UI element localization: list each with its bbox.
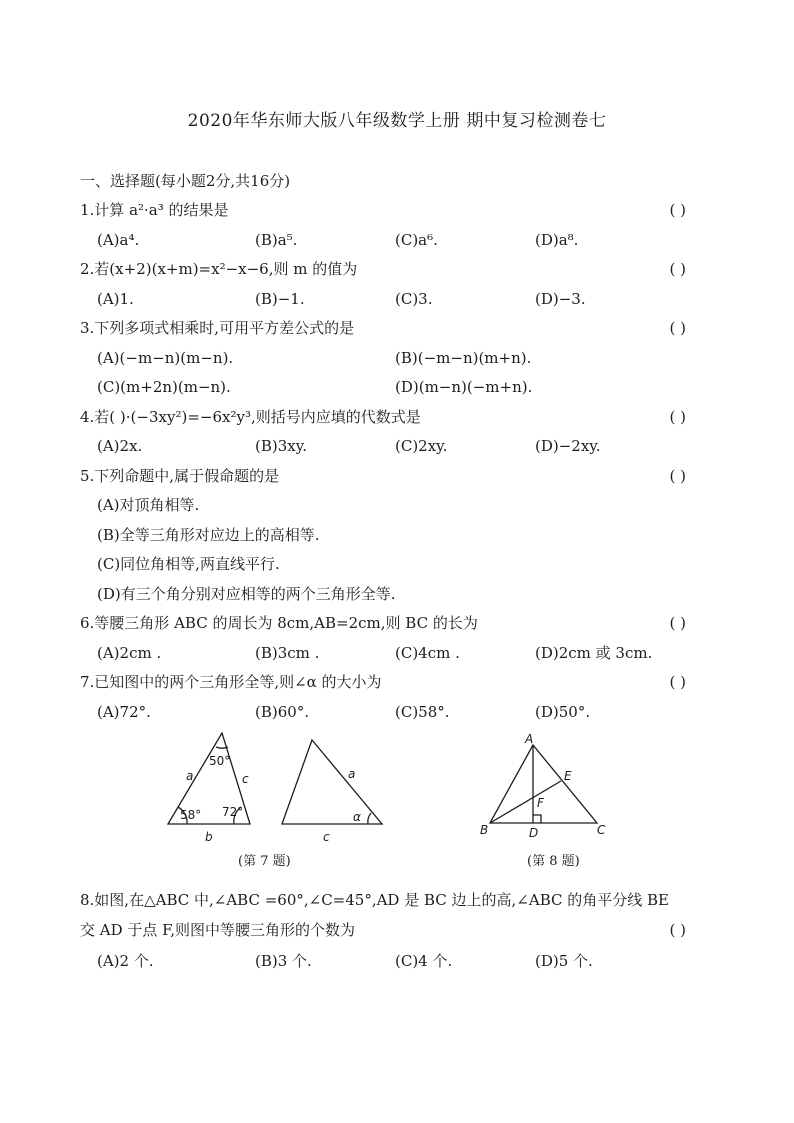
- question-5-stem: 5.下列命题中,属于假命题的是: [80, 467, 280, 485]
- answer-blank-6: ( ): [669, 614, 686, 632]
- option-d: (D)−3.: [535, 290, 586, 308]
- fig8-label-d: D: [529, 826, 539, 840]
- question-5-option-d: [80, 583, 700, 605]
- option-d: (D)有三个角分别对应相等的两个三角形全等.: [97, 585, 396, 603]
- question-7: [80, 671, 700, 693]
- fig7-label-right-tri-bottom: c: [323, 830, 330, 844]
- question-3: [80, 317, 700, 339]
- option-c: (C)4cm .: [395, 644, 460, 662]
- fig7-label-right-tri-side: a: [348, 767, 356, 781]
- page-title: 2020年华东师大版八年级数学上册 期中复习检测卷七: [187, 111, 607, 131]
- option-d: (D)a⁸.: [535, 231, 579, 249]
- question-4: [80, 406, 700, 428]
- option-a: (A)2 个.: [97, 952, 154, 970]
- question-8-line1: [80, 889, 700, 911]
- option-a: (A)(−m−n)(m−n).: [97, 349, 234, 367]
- question-8-stem-2: 交 AD 于点 F,则图中等腰三角形的个数为: [80, 921, 356, 939]
- answer-blank-7: ( ): [669, 673, 686, 691]
- question-2-options: [80, 288, 700, 310]
- figure-8-caption: (第 8 题): [527, 854, 580, 869]
- question-7-stem: 7.已知图中的两个三角形全等,则∠α 的大小为: [80, 673, 382, 691]
- option-a: (A)72°.: [97, 703, 151, 721]
- option-d: (D)5 个.: [535, 952, 593, 970]
- question-6: [80, 612, 700, 634]
- option-c: (C)58°.: [395, 703, 450, 721]
- option-c: (C)(m+2n)(m−n).: [97, 378, 231, 396]
- question-4-stem: 4.若( )·(−3xy²)=−6x²y³,则括号内应填的代数式是: [80, 408, 421, 426]
- option-b: (B)(−m−n)(m+n).: [395, 349, 532, 367]
- fig7-label-top-angle: 50°: [209, 754, 231, 768]
- option-a: (A)2x.: [97, 437, 143, 455]
- option-a: (A)a⁴.: [97, 231, 140, 249]
- option-a: (A)对顶角相等.: [97, 496, 200, 514]
- question-2: [80, 258, 700, 280]
- fig8-triangle-abc: [490, 745, 597, 823]
- question-5-option-b: [80, 524, 700, 546]
- fig7-angle-arc-alpha: [368, 813, 371, 824]
- answer-blank-3: ( ): [669, 319, 686, 337]
- fig8-bisector-be: [490, 781, 561, 823]
- answer-blank-4: ( ): [669, 408, 686, 426]
- option-d: (D)2cm 或 3cm.: [535, 644, 653, 662]
- question-1-stem: 1.计算 a²·a³ 的结果是: [80, 201, 229, 219]
- fig7-label-bottom-side: b: [205, 830, 213, 844]
- option-a: (A)2cm .: [97, 644, 162, 662]
- figure-8-triangle: [478, 733, 613, 845]
- option-c: (C)a⁶.: [395, 231, 438, 249]
- option-c: (C)同位角相等,两直线平行.: [97, 555, 280, 573]
- fig7-label-left-side: a: [186, 769, 194, 783]
- question-8-options: [80, 950, 700, 972]
- option-b: (B)a⁵.: [255, 231, 298, 249]
- question-6-options: [80, 642, 700, 664]
- question-3-options-row1: [80, 347, 700, 369]
- question-1-options: [80, 229, 700, 251]
- option-a: (A)1.: [97, 290, 134, 308]
- option-c: (C)3.: [395, 290, 433, 308]
- option-c: (C)2xy.: [395, 437, 448, 455]
- question-6-stem: 6.等腰三角形 ABC 的周长为 8cm,AB=2cm,则 BC 的长为: [80, 614, 478, 632]
- fig8-label-a: A: [525, 733, 534, 746]
- option-b: (B)−1.: [255, 290, 305, 308]
- answer-blank-5: ( ): [669, 467, 686, 485]
- fig8-label-f: F: [537, 796, 544, 810]
- question-8-line2: [80, 919, 700, 941]
- question-3-stem: 3.下列多项式相乘时,可用平方差公式的是: [80, 319, 355, 337]
- question-5-option-a: [80, 494, 700, 516]
- question-8-stem-1: 8.如图,在△ABC 中,∠ABC =60°,∠C=45°,AD 是 BC 边上的高,∠ABC 的角平分线 BE: [80, 891, 670, 909]
- question-1: [80, 199, 700, 221]
- fig8-label-b: B: [480, 823, 489, 837]
- fig7-label-right-side: c: [242, 772, 249, 786]
- question-5-option-c: [80, 553, 700, 575]
- answer-blank-8: ( ): [669, 921, 686, 939]
- fig7-angle-arc-top: [216, 747, 228, 748]
- option-b: (B)3xy.: [255, 437, 307, 455]
- question-7-options: [80, 701, 700, 723]
- question-3-options-row2: [80, 376, 700, 398]
- fig7-label-alpha: α: [353, 810, 361, 824]
- option-d: (D)50°.: [535, 703, 591, 721]
- answer-blank-1: ( ): [669, 201, 686, 219]
- option-b: (B)60°.: [255, 703, 310, 721]
- option-d: (D)−2xy.: [535, 437, 601, 455]
- figure-7-caption: (第 7 题): [238, 854, 291, 869]
- option-b: (B)全等三角形对应边上的高相等.: [97, 526, 320, 544]
- fig7-label-left-angle: 58°: [180, 808, 202, 822]
- question-4-options: [80, 435, 700, 457]
- option-b: (B)3 个.: [255, 952, 312, 970]
- section-heading: 一、选择题(每小题2分,共16分): [80, 172, 291, 190]
- question-2-stem: 2.若(x+2)(x+m)=x²−x−6,则 m 的值为: [80, 260, 358, 278]
- fig7-right-triangle: [282, 740, 382, 824]
- fig7-label-right-angle: 72°: [222, 805, 244, 819]
- option-b: (B)3cm .: [255, 644, 320, 662]
- question-5: [80, 465, 700, 487]
- option-c: (C)4 个.: [395, 952, 453, 970]
- fig8-label-c: C: [597, 823, 606, 837]
- figure-7-triangles: [160, 725, 400, 845]
- option-d: (D)(m−n)(−m+n).: [395, 378, 533, 396]
- fig8-label-e: E: [564, 769, 572, 783]
- answer-blank-2: ( ): [669, 260, 686, 278]
- fig8-right-angle-mark: [533, 815, 541, 823]
